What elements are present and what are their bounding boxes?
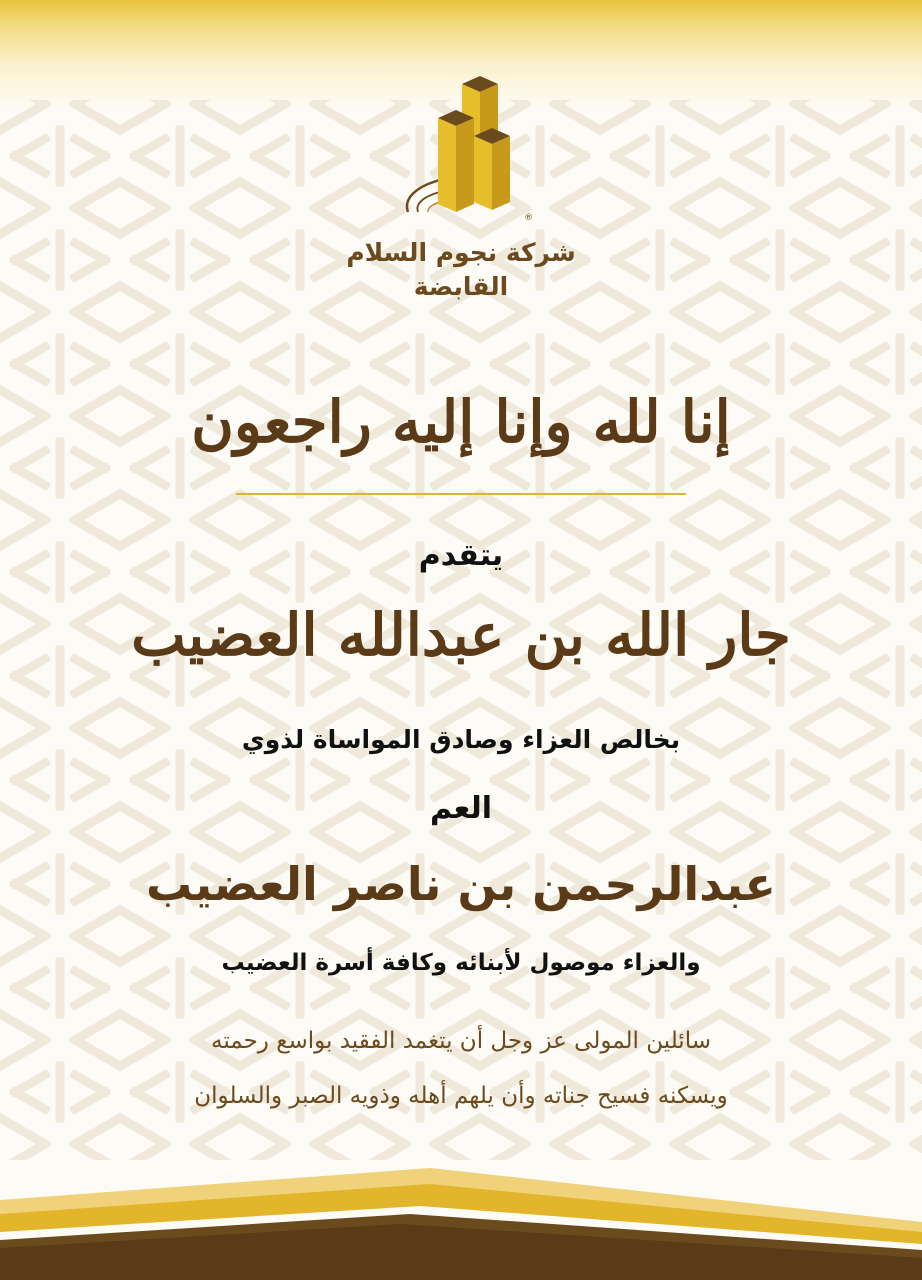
presenter-verb: يتقدم: [418, 538, 504, 573]
bottom-gold-brown-band: [0, 1140, 922, 1280]
prayer-line-2: ويسكنه فسيح جناته وأن يلهم أهله وذويه الصبر والسلوان: [194, 1083, 728, 1109]
registered-mark: ®: [524, 213, 533, 223]
relation-title: العم: [429, 791, 492, 826]
deceased-name: عبدالرحمن بن ناصر العضيب: [146, 857, 776, 911]
quran-verse: إنا لله وإنا إليه راجعون: [191, 388, 731, 456]
company-name-line2: القابضة: [413, 272, 509, 301]
condolence-line: بخالص العزاء وصادق المواساة لذوي: [241, 725, 681, 754]
company-name-line1: شركة نجوم السلام: [346, 238, 576, 267]
stacked-gold-cubes-logo: [400, 72, 540, 232]
gold-divider: [236, 493, 686, 495]
prayer-line-1: سائلين المولى عز وجل أن يتغمد الفقيد بواسع رحمته: [211, 1028, 711, 1054]
extended-condolence: والعزاء موصول لأبنائه وكافة أسرة العضيب: [221, 950, 701, 976]
company-name: [300, 236, 622, 304]
sender-name: جار الله بن عبدالله العضيب: [131, 601, 791, 669]
